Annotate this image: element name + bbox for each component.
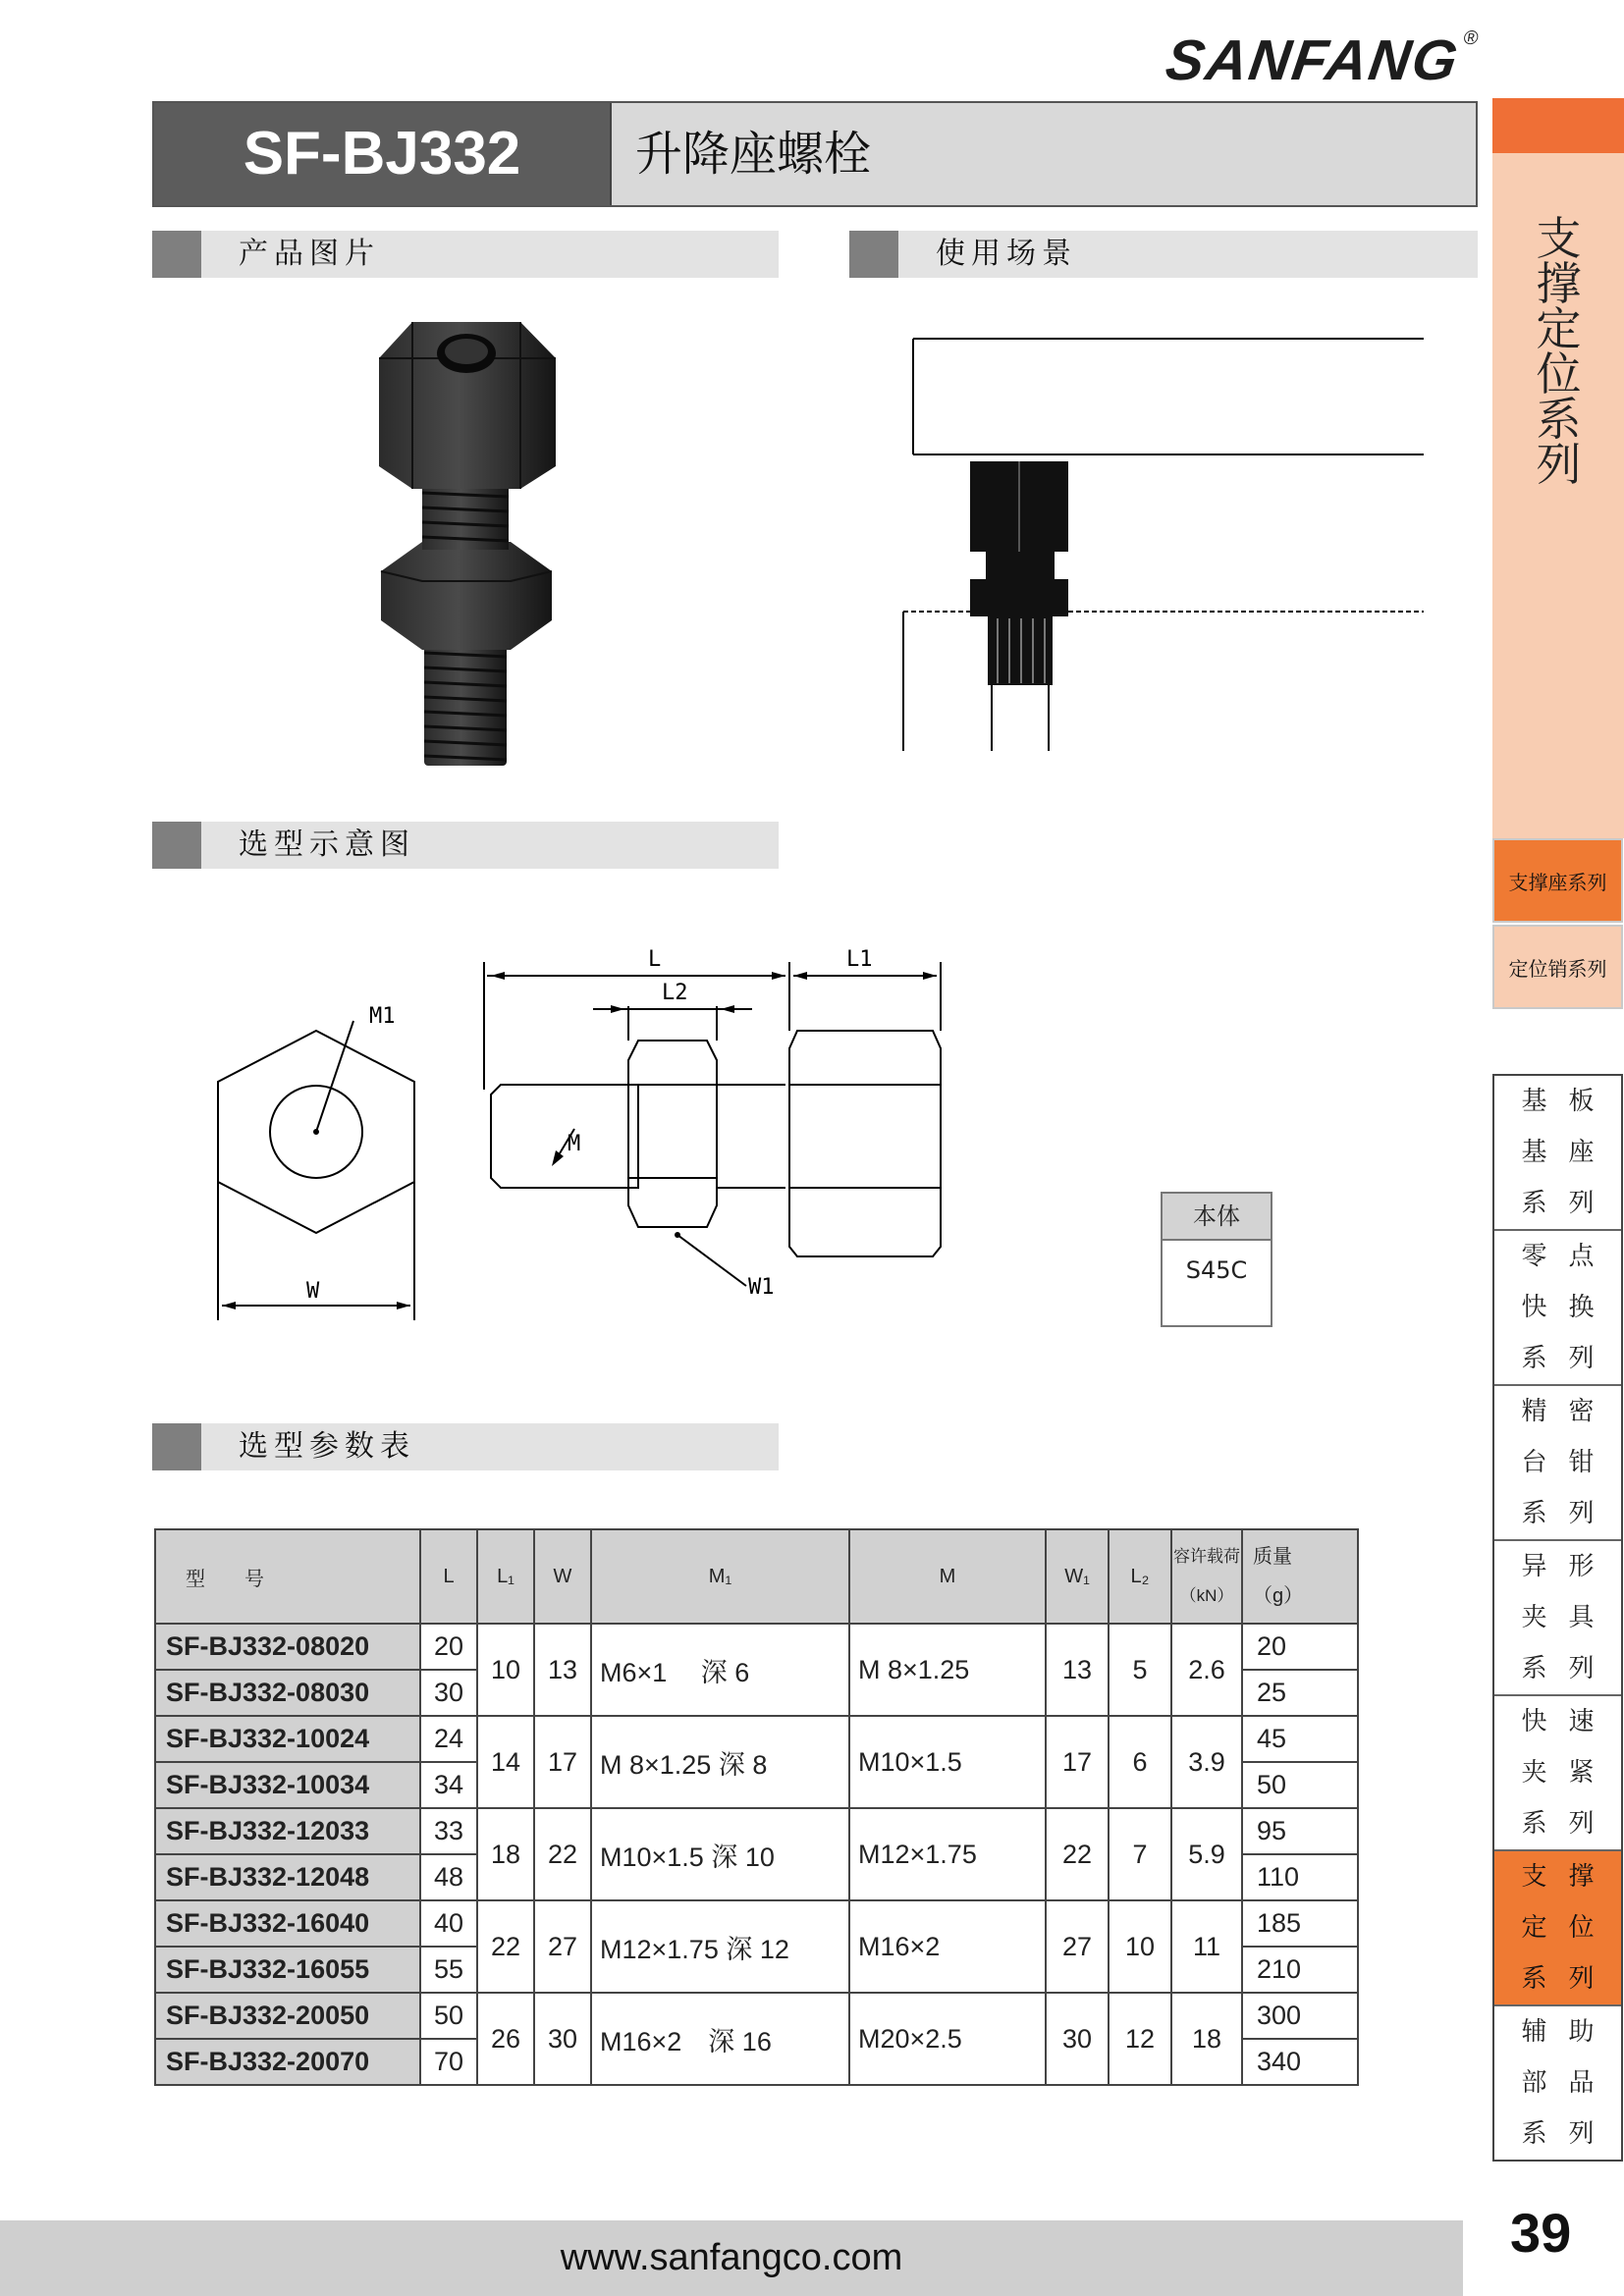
section-title: 使用场景 [936,237,1077,271]
cell-load: 5.9 [1171,1808,1242,1900]
label-w: W [306,1279,320,1304]
sidebar-accent [1492,98,1624,153]
page-number: 39 [1510,2202,1572,2264]
section-product-image [152,231,779,278]
cell-mass: 95 [1242,1808,1358,1854]
cell-w1: 27 [1046,1900,1109,1993]
header-l: L [420,1529,477,1624]
cell-m: M16×2 [849,1900,1046,1993]
label-w1: W1 [748,1275,775,1300]
cell-m: M12×1.75 [849,1808,1046,1900]
cell-model: SF-BJ332-08020 [155,1624,420,1670]
sidebar-sub-locating-pin[interactable]: 定位销系列 [1492,925,1623,1009]
cell-m1: M16×2 深 16 [591,1993,849,2085]
cell-l1: 14 [477,1716,534,1808]
header-mass [1242,1529,1358,1624]
category-line: 基座 [1521,1138,1616,1167]
cell-l: 24 [420,1716,477,1762]
cell-l: 20 [420,1624,477,1670]
cell-l: 55 [420,1947,477,1993]
label-m: M [568,1132,581,1156]
title-bar [152,101,1478,207]
section-title: 选型示意图 [239,828,415,862]
usage-scene-drawing [884,324,1434,775]
cell-l2: 5 [1109,1624,1171,1716]
category-line: 基板 [1521,1087,1616,1116]
sidebar-sub-support[interactable]: 支撑座系列 [1492,838,1623,923]
cell-w1: 13 [1046,1624,1109,1716]
section-usage-scene [849,231,1478,278]
category-special-fixture[interactable] [1494,1541,1621,1696]
cell-w: 22 [534,1808,591,1900]
cell-model: SF-BJ332-16040 [155,1900,420,1947]
category-line: 定位 [1521,1913,1616,1943]
cell-m: M20×2.5 [849,1993,1046,2085]
cell-model: SF-BJ332-10034 [155,1762,420,1808]
header-m1: M₁ [591,1529,849,1624]
cell-l: 50 [420,1993,477,2039]
label-l: L [648,947,662,972]
brand-logo [1162,27,1482,93]
section-marker [152,231,201,278]
table-row [155,1808,1358,1854]
category-line: 系列 [1521,1654,1616,1683]
cell-model: SF-BJ332-12033 [155,1808,420,1854]
header-model: 型 号 [155,1529,420,1624]
cell-l2: 7 [1109,1808,1171,1900]
header-l2: L₂ [1109,1529,1171,1624]
cell-m1: M12×1.75 深 12 [591,1900,849,1993]
cell-mass: 110 [1242,1854,1358,1900]
cell-load: 11 [1171,1900,1242,1993]
cell-m1: M 8×1.25 深 8 [591,1716,849,1808]
header-w: W [534,1529,591,1624]
cell-w: 17 [534,1716,591,1808]
category-line: 辅助 [1521,2017,1616,2047]
cell-mass: 45 [1242,1716,1358,1762]
cell-m1: M10×1.5 深 10 [591,1808,849,1900]
section-title: 产品图片 [239,237,380,271]
cell-model: SF-BJ332-08030 [155,1670,420,1716]
category-support-locating[interactable] [1494,1851,1621,2006]
cell-model: SF-BJ332-16055 [155,1947,420,1993]
header-mass-unit: （g） [1253,1585,1304,1607]
material-box [1161,1192,1272,1327]
registered-mark: ® [1461,27,1482,49]
spec-table [154,1528,1359,2086]
table-row [155,1716,1358,1762]
product-name: 升降座螺栓 [635,127,872,182]
cell-w1: 30 [1046,1993,1109,2085]
footer-bar [0,2220,1463,2296]
table-header-row [155,1529,1358,1624]
cell-w1: 22 [1046,1808,1109,1900]
table-row [155,1900,1358,1947]
category-line: 系列 [1521,1964,1616,1994]
product-photo [363,314,579,775]
category-line: 夹紧 [1521,1758,1616,1788]
material-value: S45C [1185,1256,1248,1284]
category-line: 零点 [1521,1242,1616,1271]
category-line: 系列 [1521,1189,1616,1218]
cell-l1: 18 [477,1808,534,1900]
header-mass-label: 质量 [1253,1546,1292,1568]
series-title [1492,212,1624,491]
title-divider [610,103,612,205]
category-line: 部品 [1521,2068,1616,2098]
cell-mass: 185 [1242,1900,1358,1947]
series-title-text: 支撑定位系列 [1536,212,1582,491]
category-nav [1492,1074,1623,2162]
cell-l: 33 [420,1808,477,1854]
cell-l1: 10 [477,1624,534,1716]
cell-model: SF-BJ332-10024 [155,1716,420,1762]
section-marker [849,231,898,278]
header-load-label: 容许载荷 [1173,1547,1240,1566]
label-m1: M1 [369,1004,396,1029]
category-auxiliary-parts[interactable] [1494,2006,1621,2160]
cell-m: M 8×1.25 [849,1624,1046,1716]
section-marker [152,1423,201,1470]
cell-l: 70 [420,2039,477,2085]
category-precision-vise[interactable] [1494,1386,1621,1541]
category-line: 系列 [1521,1809,1616,1839]
section-param-table [152,1423,779,1470]
label-l1: L1 [846,947,873,972]
cell-l: 34 [420,1762,477,1808]
cell-w: 13 [534,1624,591,1716]
category-line: 系列 [1521,1499,1616,1528]
category-line: 支撑 [1521,1862,1616,1892]
cell-mass: 50 [1242,1762,1358,1808]
label-l2: L2 [662,981,688,1005]
cell-model: SF-BJ332-20050 [155,1993,420,2039]
cell-mass: 20 [1242,1624,1358,1670]
cell-w: 30 [534,1993,591,2085]
cell-l2: 12 [1109,1993,1171,2085]
cell-model: SF-BJ332-12048 [155,1854,420,1900]
cell-model: SF-BJ332-20070 [155,2039,420,2085]
cell-l1: 26 [477,1993,534,2085]
cell-load: 3.9 [1171,1716,1242,1808]
header-w1: W₁ [1046,1529,1109,1624]
section-schematic [152,822,779,869]
cell-w: 27 [534,1900,591,1993]
cell-l: 48 [420,1854,477,1900]
category-line: 快速 [1521,1707,1616,1736]
cell-l2: 10 [1109,1900,1171,1993]
material-header: 本体 [1163,1194,1271,1241]
section-title: 选型参数表 [239,1429,415,1464]
cell-mass: 300 [1242,1993,1358,2039]
cell-mass: 25 [1242,1670,1358,1716]
category-line: 夹具 [1521,1603,1616,1632]
category-line: 精密 [1521,1397,1616,1426]
cell-load: 18 [1171,1993,1242,2085]
header-load [1171,1529,1242,1624]
header-load-unit: （kN） [1179,1586,1234,1605]
cell-l: 40 [420,1900,477,1947]
cell-load: 2.6 [1171,1624,1242,1716]
table-row [155,1993,1358,2039]
category-line: 系列 [1521,2119,1616,2149]
footer-url[interactable]: www.sanfangco.com [560,2237,903,2278]
section-marker [152,822,201,869]
category-baseplate[interactable] [1494,1076,1621,1231]
category-zero-point[interactable] [1494,1231,1621,1386]
cell-l1: 22 [477,1900,534,1993]
schematic-drawing [196,933,962,1345]
header-l1: L₁ [477,1529,534,1624]
cell-l2: 6 [1109,1716,1171,1808]
cell-mass: 340 [1242,2039,1358,2085]
brand-name: SANFANG [1162,28,1463,92]
header-m: M [849,1529,1046,1624]
cell-mass: 210 [1242,1947,1358,1993]
category-quick-clamp[interactable] [1494,1696,1621,1851]
product-code: SF-BJ332 [154,103,610,205]
table-row [155,1624,1358,1670]
cell-m1: M6×1 深 6 [591,1624,849,1716]
category-line: 台钳 [1521,1448,1616,1477]
category-line: 快换 [1521,1293,1616,1322]
category-line: 异形 [1521,1552,1616,1581]
cell-l: 30 [420,1670,477,1716]
cell-w1: 17 [1046,1716,1109,1808]
category-line: 系列 [1521,1344,1616,1373]
cell-m: M10×1.5 [849,1716,1046,1808]
